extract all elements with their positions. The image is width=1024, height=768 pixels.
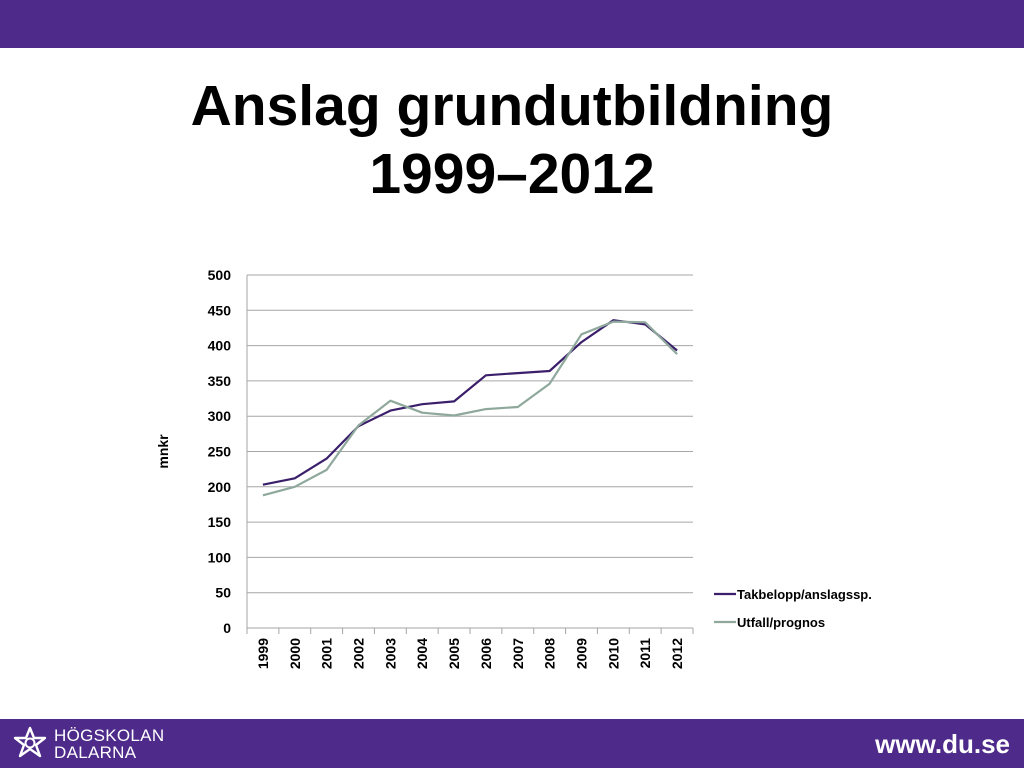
x-tick-label: 2005 <box>446 638 463 670</box>
x-tick-label: 2010 <box>605 638 622 670</box>
x-tick-label: 2007 <box>509 638 526 670</box>
x-tick-label: 2009 <box>573 638 590 670</box>
series-line-2 <box>263 322 677 496</box>
x-tick-label: 1999 <box>254 638 271 670</box>
logo-line-1: HÖGSKOLAN <box>54 726 165 745</box>
title-line-1: Anslag grundutbildning <box>190 74 834 138</box>
x-tick-label: 2002 <box>350 638 367 670</box>
logo-line-2: DALARNA <box>54 743 137 762</box>
star-emblem-icon <box>12 726 48 762</box>
x-tick-label: 2001 <box>318 638 335 670</box>
x-tick-label: 2006 <box>477 638 494 670</box>
y-tick-label: 450 <box>207 302 231 319</box>
x-tick-label: 2000 <box>286 638 303 670</box>
y-tick-label: 400 <box>207 337 231 354</box>
legend-label-1: Takbelopp/anslagssp. <box>737 587 872 602</box>
y-tick-label: 250 <box>207 443 231 460</box>
y-tick-label: 100 <box>207 549 231 566</box>
series-line-1 <box>263 320 677 485</box>
university-logo <box>12 724 164 764</box>
y-tick-label: 0 <box>223 620 231 636</box>
y-axis-label: mnkr <box>155 434 171 469</box>
legend-label-2: Utfall/prognos <box>737 615 826 630</box>
y-tick-label: 500 <box>207 267 231 283</box>
x-tick-label: 2011 <box>637 638 654 669</box>
y-tick-label: 300 <box>207 408 231 425</box>
y-tick-label: 150 <box>207 514 231 531</box>
x-tick-label: 2003 <box>382 638 399 670</box>
website-url[interactable]: www.du.se <box>875 729 1010 759</box>
y-tick-label: 350 <box>207 372 231 389</box>
x-tick-label: 2004 <box>414 638 431 670</box>
x-tick-label: 2012 <box>669 638 686 670</box>
title-line-2: 1999–2012 <box>369 142 655 206</box>
logo-text <box>54 727 164 761</box>
y-tick-label: 50 <box>215 584 231 601</box>
x-tick-label: 2008 <box>541 638 558 670</box>
y-tick-label: 200 <box>207 478 231 495</box>
